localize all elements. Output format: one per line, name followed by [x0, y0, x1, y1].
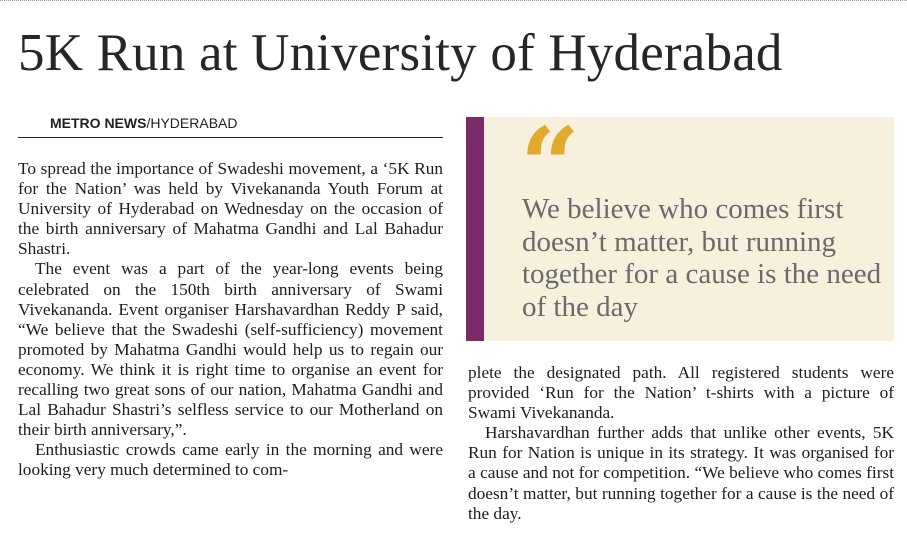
article-body-left-column — [18, 159, 443, 481]
body-paragraph-5: Harshavardhan further adds that unlike other events, 5K Run for Nation is unique in its strategy. It was organised for a cause and not for competition. “We believe who comes first doesn’t matter, but running together for a cause is the need of the day. — [468, 423, 894, 523]
dateline-city: HYDERABAD — [150, 115, 238, 131]
body-paragraph-4: plete the designated path. All registered students were provided ‘Run for the Nation’ t-shirts with a picture of Swami Vivekananda. — [468, 363, 894, 423]
body-paragraph-1: To spread the importance of Swadeshi movement, a ‘5K Run for the Nation’ was held by Vivekananda Youth Forum at University of Hyderabad on Wednesday on the occasion of the birth anniversary of Mahatma Gandhi and Lal Bahadur Shastri. — [18, 159, 443, 259]
body-paragraph-2: The event was a part of the year-long events being celebrated on the 150th birth anniversary of Swami Vivekananda. Event organiser Harshavardhan Reddy P said, “We believe that the Swadeshi (self-sufficiency) movement promoted by Mahatma Gandhi would help us to regain our economy. We think it is right time to organise an event for recalling two great sons of our nation, Mahatma Gandhi and Lal Bahadur Shastri’s selfless service to our Motherland on their birth anniversary,”. — [18, 259, 443, 440]
article-body-right-column — [468, 363, 894, 524]
dateline-separator: / — [146, 115, 151, 131]
top-border-rule — [0, 0, 907, 4]
dateline-rule — [18, 137, 443, 138]
article-headline: 5K Run at University of Hyderabad — [18, 24, 783, 82]
dateline — [50, 114, 237, 132]
pull-quote-text: We believe who comes first doesn’t matter, but running together for a cause is the need of the day — [522, 193, 882, 323]
dateline-section: METRO NEWS — [50, 115, 147, 131]
body-paragraph-3: Enthusiastic crowds came early in the morning and were looking very much determined to com- — [18, 440, 443, 480]
quote-mark-icon: “ — [520, 104, 580, 227]
pull-quote-box — [466, 104, 894, 341]
